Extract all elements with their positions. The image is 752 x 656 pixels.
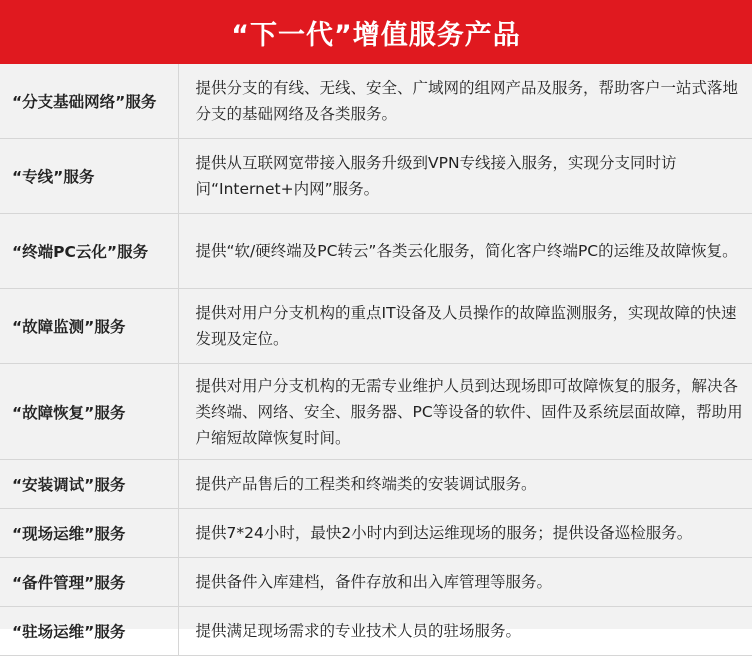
service-description: 提供备件入库建档，备件存放和出入库管理等服务。	[178, 558, 752, 607]
table-row	[0, 139, 752, 214]
service-name: “分支基础网络”服务	[0, 64, 178, 139]
table-row	[0, 607, 752, 656]
service-description: 提供从互联网宽带接入服务升级到VPN专线接入服务，实现分支同时访问“Internet+内网”服务。	[178, 139, 752, 214]
table-row	[0, 214, 752, 289]
table-row	[0, 289, 752, 364]
service-name: “安装调试”服务	[0, 460, 178, 509]
table-row	[0, 64, 752, 139]
service-name: “故障监测”服务	[0, 289, 178, 364]
table-row	[0, 558, 752, 607]
service-table	[0, 64, 752, 656]
service-description: 提供产品售后的工程类和终端类的安装调试服务。	[178, 460, 752, 509]
service-description: 提供分支的有线、无线、安全、广域网的组网产品及服务，帮助客户一站式落地分支的基础网络及各类服务。	[178, 64, 752, 139]
service-description: 提供对用户分支机构的无需专业维护人员到达现场即可故障恢复的服务，解决各类终端、网络、安全、服务器、PC等设备的软件、固件及系统层面故障，帮助用户缩短故障恢复时间。	[178, 364, 752, 460]
service-description: 提供7*24小时，最快2小时内到达运维现场的服务；提供设备巡检服务。	[178, 509, 752, 558]
table-row	[0, 460, 752, 509]
service-name: “备件管理”服务	[0, 558, 178, 607]
table-row	[0, 364, 752, 460]
service-name: “专线”服务	[0, 139, 178, 214]
service-description: 提供对用户分支机构的重点IT设备及人员操作的故障监测服务，实现故障的快速发现及定位。	[178, 289, 752, 364]
table-title-text: “下一代”增值服务产品	[231, 19, 521, 51]
service-description: 提供满足现场需求的专业技术人员的驻场服务。	[178, 607, 752, 656]
table-title	[0, 0, 752, 64]
service-name: “故障恢复”服务	[0, 364, 178, 460]
service-name: “驻场运维”服务	[0, 607, 178, 656]
service-name: “终端PC云化”服务	[0, 214, 178, 289]
service-description: 提供“软/硬终端及PC转云”各类云化服务，简化客户终端PC的运维及故障恢复。	[178, 214, 752, 289]
service-name: “现场运维”服务	[0, 509, 178, 558]
table-row	[0, 509, 752, 558]
